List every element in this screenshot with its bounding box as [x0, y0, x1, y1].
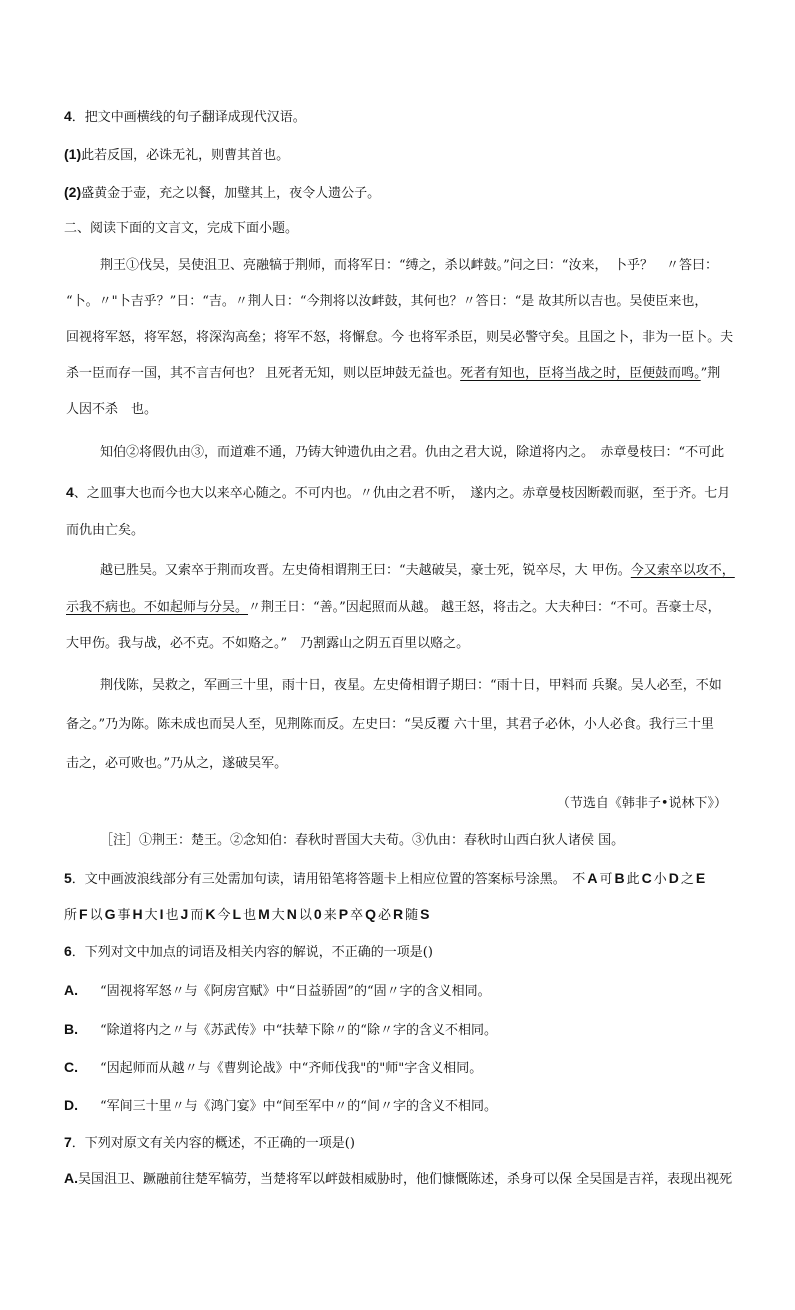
passage-text: 杀一臣而存一国，其不言吉何也？ 且死者无知，则以臣坤鼓无益也。 — [66, 366, 461, 381]
choice-d[interactable] — [64, 1095, 497, 1117]
option-letter[interactable]: H — [132, 906, 143, 922]
option-char: 今 — [217, 908, 231, 923]
passage-line — [66, 482, 730, 504]
question-number: 4 — [64, 108, 72, 124]
option-letter[interactable]: M — [258, 906, 270, 922]
question-number: 6 — [64, 943, 72, 959]
option-char: 事 — [117, 908, 131, 923]
choice-label: A. — [64, 982, 78, 998]
passage-line: 大甲伤。我与战，必不克。不如赂之。” 乃割露山之阴五百里以赂之。 — [66, 636, 470, 651]
choice-a[interactable] — [64, 1168, 732, 1190]
option-char: 而 — [190, 908, 204, 923]
option-char: 必 — [377, 908, 391, 923]
option-letter[interactable]: K — [205, 906, 216, 922]
option-letter[interactable]: G — [104, 906, 116, 922]
choice-text: “因起师而从越〃与《曹刿论战》中“齐师伐我"的"师"字含义相同。 — [100, 1061, 483, 1076]
option-char: 也 — [165, 908, 179, 923]
passage-line: 荆王①伐吴，吴使沮卫、亮融犒于荆师，而将军日：“缚之，杀以衅鼓。”问之曰：“汝来， 卜乎？ 〃答曰： — [100, 258, 718, 273]
choice-text: “固视将军怒〃与《阿房宫赋》中“日益骄固”的“固〃字的含义相同。 — [100, 984, 491, 999]
underlined-sentence: 示我不病也。不如起师与分吴。 — [66, 600, 249, 615]
sub-question-number: (1) — [64, 146, 82, 162]
question-text: ．文中画波浪线部分有三处需加句读，请用铅笔将答题卡上相应位置的答案标号涂黑。 不 — [71, 872, 586, 887]
option-char: 卒 — [350, 908, 364, 923]
choice-label: B. — [64, 1021, 78, 1037]
answer-options — [585, 872, 707, 887]
option-letter[interactable]: P — [338, 906, 349, 922]
option-char: 随 — [405, 908, 419, 923]
passage-line: 人因不杀 也。 — [66, 402, 158, 417]
option-char: 也 — [243, 908, 257, 923]
option-letter[interactable]: I — [159, 906, 164, 922]
option-letter[interactable]: C — [641, 870, 652, 886]
passage-source: （节选自《韩非子•说林下》） — [556, 796, 727, 811]
section-heading: 二、阅读下面的文言文，完成下面小题。 — [64, 221, 299, 236]
option-letter[interactable]: F — [79, 906, 88, 922]
choice-c[interactable] — [64, 1057, 482, 1079]
answer-options — [77, 908, 431, 923]
option-letter[interactable]: E — [695, 870, 706, 886]
question-5-options — [64, 904, 431, 926]
option-char: 大 — [144, 908, 158, 923]
option-char: 以 — [298, 908, 312, 923]
question-4 — [64, 106, 306, 128]
option-letter[interactable]: A — [587, 870, 598, 886]
sub-question-1 — [64, 144, 289, 166]
passage-line: 而仇由亡矣。 — [66, 523, 145, 538]
option-letter[interactable]: Q — [365, 906, 376, 922]
question-text: ．下列对原文有关内容的概述，不正确的一项是() — [71, 1136, 355, 1151]
question-7 — [64, 1132, 355, 1154]
option-letter[interactable]: N — [286, 906, 297, 922]
passage-text: 〃荆王日：“善。”因起照而从越。 越王怒，将击之。大夫种曰：“不可。吾豪士尽， — [248, 600, 721, 615]
sub-question-number: (2) — [64, 184, 82, 200]
passage-line: 知伯②将假仇由③，而道难不通，乃铸大钟遗仇由之君。仇由之君大说，除道将内之。 赤章曼枝曰：“不可此 — [100, 445, 725, 460]
option-char: 之 — [680, 872, 694, 887]
underlined-sentence: 今又索卒以攻不， — [630, 563, 735, 578]
option-letter[interactable]: D — [668, 870, 679, 886]
passage-text: ”荆 — [700, 366, 721, 381]
passage-line: 荆伐陈，吴救之，军画三十里，雨十日，夜星。左史倚相谓子期曰：“雨十日，甲料而 兵聚。吴人必至，不如 — [100, 678, 722, 693]
passage-text: 越已胜吴。又索卒于荆而攻晋。左史倚相谓荆王曰：“夫越破吴，豪士死，锐卒尽，大 甲伤。 — [100, 563, 631, 578]
sub-question-text: 盛黄金于壶，充之以餐，加璧其上，夜令人遗公子。 — [81, 186, 381, 201]
sub-question-text: 此若反国，必诛无礼，则曹其首也。 — [81, 148, 290, 163]
passage-line — [66, 364, 720, 384]
option-char: 以 — [89, 908, 103, 923]
choice-text: “除道将内之〃与《苏武传》中“扶辇下除〃的“除〃字的含义不相同。 — [100, 1023, 497, 1038]
option-letter[interactable]: 0 — [313, 906, 322, 922]
passage-line: 回视将军怒，将军怒，将深沟高垒；将军不怒，将懈怠。今 也将军杀臣，则吴必警守矣。且国之卜，非为一臣卜。夫 — [66, 330, 734, 345]
option-letter[interactable]: R — [392, 906, 404, 922]
choice-label: C. — [64, 1059, 78, 1075]
choice-a[interactable] — [64, 980, 491, 1002]
choice-b[interactable] — [64, 1019, 497, 1041]
option-char: 此 — [626, 872, 640, 887]
passage-line — [100, 561, 735, 581]
choice-text: 吴国沮卫、蹶融前往楚军犒劳，当楚将军以衅鼓相威胁时，他们慷慨陈述，杀身可以保 全吴国是吉祥，表现出视死 — [78, 1172, 733, 1187]
passage-line: 备之。”乃为陈。陈未成也而吴人至，见荆陈而反。左史曰：“吴反覆 六十里，其君子必休，小人必食。我行三十里 — [66, 717, 714, 732]
option-lead-char: 所 — [64, 908, 78, 923]
question-5 — [64, 868, 707, 890]
question-number: 5 — [64, 870, 72, 886]
sub-question-2 — [64, 182, 380, 204]
option-char: 大 — [271, 908, 285, 923]
wavy-marker-number: 4 — [66, 484, 74, 500]
question-number: 7 — [64, 1134, 72, 1150]
choice-label: D. — [64, 1097, 78, 1113]
passage-line: 击之，必可败也。”乃从之，遂破吴军。 — [66, 756, 288, 771]
option-char: 小 — [653, 872, 667, 887]
choice-text: “军间三十里〃与《鸿门宴》中“间至军中〃的“间〃字的含义不相同。 — [100, 1099, 497, 1114]
option-letter[interactable]: L — [232, 906, 242, 922]
underlined-sentence: 死者有知也，臣将当战之时，臣便鼓而鸣。 — [460, 366, 701, 381]
option-letter[interactable]: B — [614, 870, 625, 886]
option-char: 可 — [599, 872, 613, 887]
question-text: ．下列对文中加点的词语及相关内容的解说，不正确的一项是() — [71, 945, 433, 960]
passage-notes: ［注］①荆王：楚王。②念知伯：春秋时晋国大夫荀。③仇由：春秋时山西白狄人诸侯 国。 — [100, 833, 625, 848]
question-6 — [64, 941, 433, 963]
passage-text: 、之皿事大也而今也大以来卒心随之。不可内也。〃仇由之君不听， 遂内之。赤章曼枝因断毂而驱，至于齐。七月 — [73, 486, 731, 501]
passage-line — [66, 598, 721, 618]
option-char: 来 — [323, 908, 337, 923]
passage-line: “卜。〃"卜吉乎？”日：“吉。〃荆人日：“今荆将以汝衅鼓，其何也？〃答日：“是 故其所以吉也。吴使臣来也， — [66, 294, 708, 309]
option-letter[interactable]: S — [420, 906, 430, 922]
choice-label: A. — [64, 1170, 78, 1186]
question-text: ．把文中画横线的句子翻译成现代汉语。 — [71, 110, 306, 125]
option-letter[interactable]: J — [180, 906, 189, 922]
